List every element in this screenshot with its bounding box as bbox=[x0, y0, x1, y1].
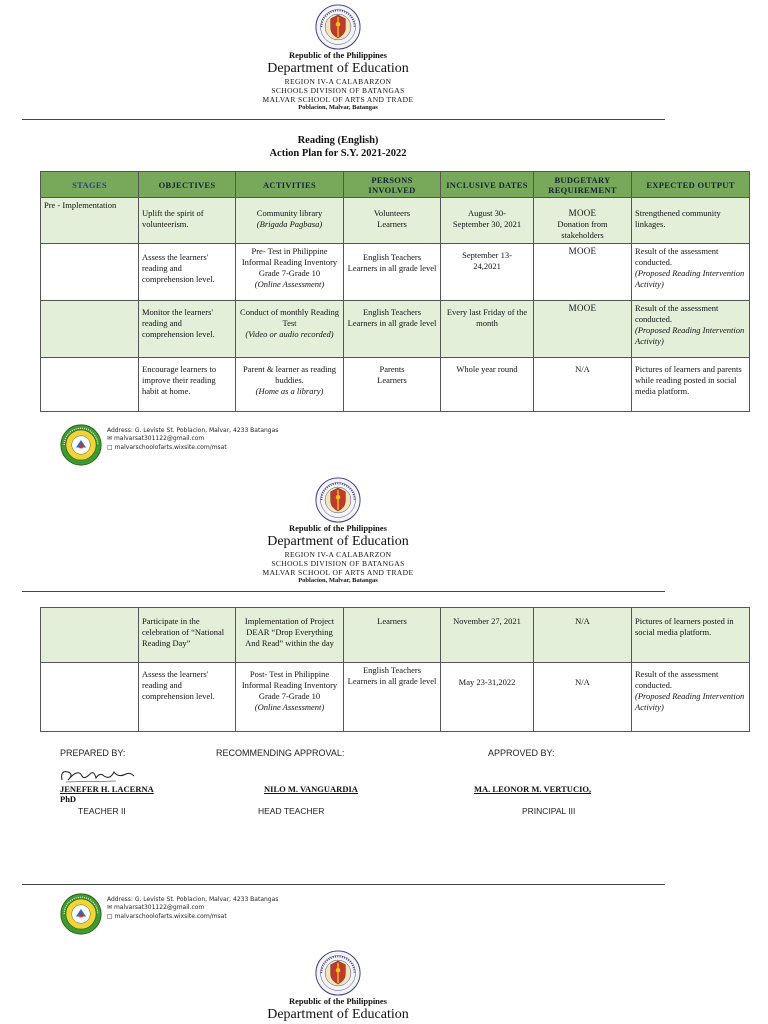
footer-web-row bbox=[107, 913, 278, 921]
deped-seal-icon bbox=[315, 4, 361, 50]
email-icon: ✉ bbox=[107, 435, 114, 443]
region-text: REGION IV-A CALABARZON bbox=[284, 77, 392, 86]
table-row bbox=[41, 663, 750, 732]
recommending-label: RECOMMENDING APPROVAL: bbox=[216, 748, 345, 758]
cell-activity: Implementation of Project DEAR “Drop Everything And Read” within the day bbox=[236, 608, 344, 663]
title-line-2: Action Plan for S.Y. 2021-2022 bbox=[269, 148, 407, 159]
cell-budget: N/A bbox=[534, 608, 632, 663]
activity-text: Pre- Test in Philippine Informal Reading Inventory Grade 7-Grade 10 bbox=[241, 246, 338, 278]
cell-budget bbox=[534, 301, 632, 358]
header-dates: INCLUSIVE DATES bbox=[441, 172, 534, 198]
activity-note: (Online Assessment) bbox=[254, 279, 325, 289]
school-seal-icon bbox=[60, 893, 102, 935]
letterhead bbox=[0, 50, 676, 112]
footer-address: Address: G. Leviste St. Poblacion, Malvar, 4233 Batangas bbox=[107, 896, 279, 903]
header-divider bbox=[22, 591, 665, 592]
republic-text: Republic of the Philippines bbox=[288, 50, 387, 60]
approved-name: MA. LEONOR M. VERTUCIO, bbox=[474, 784, 592, 794]
deped-seal-icon bbox=[315, 950, 361, 996]
approved-by-label: APPROVED BY: bbox=[488, 748, 555, 758]
recommending-position: HEAD TEACHER bbox=[258, 806, 325, 816]
activity-text: Conduct of monthly Reading Test bbox=[240, 307, 339, 328]
footer-contact bbox=[107, 427, 278, 452]
header-objectives: OBJECTIVES bbox=[139, 172, 236, 198]
output-note: (Proposed Reading Intervention Activity) bbox=[635, 268, 745, 289]
cell-output bbox=[632, 244, 750, 301]
cell-persons: Parents Learners bbox=[344, 358, 441, 412]
location-text: Poblacion, Malvar, Batangas bbox=[298, 104, 378, 111]
table-row bbox=[41, 358, 750, 412]
cell-output bbox=[632, 301, 750, 358]
table-row bbox=[41, 608, 750, 663]
cell-stage bbox=[41, 608, 139, 663]
action-plan-table bbox=[40, 171, 750, 412]
header-stages: STAGES bbox=[41, 172, 139, 198]
cell-budget bbox=[534, 244, 632, 301]
division-text: SCHOOLS DIVISION OF BATANGAS bbox=[271, 559, 405, 568]
budget-text: MOOE bbox=[568, 208, 597, 218]
prepared-by-label: PREPARED BY: bbox=[60, 748, 126, 758]
cell-dates: May 23-31,2022 bbox=[441, 663, 534, 732]
handwritten-signature bbox=[56, 766, 136, 786]
school-seal-icon bbox=[60, 424, 102, 466]
cell-dates: November 27, 2021 bbox=[441, 608, 534, 663]
school-text: MALVAR SCHOOL OF ARTS AND TRADE bbox=[262, 568, 414, 577]
cell-activity bbox=[236, 198, 344, 244]
cell-stage bbox=[41, 358, 139, 412]
republic-text: Republic of the Philippines bbox=[288, 996, 387, 1006]
cell-budget: N/A bbox=[534, 663, 632, 732]
output-note: (Proposed Reading Intervention Activity) bbox=[635, 691, 745, 712]
activity-note: (Brigada Pagbasa) bbox=[256, 219, 323, 229]
deped-seal-icon bbox=[315, 477, 361, 523]
footer-web-row bbox=[107, 444, 278, 452]
cell-objective: Participate in the celebration of “National Reading Day” bbox=[139, 608, 236, 663]
cell-activity bbox=[236, 358, 344, 412]
letterhead bbox=[0, 523, 676, 585]
cell-persons: English Teachers Learners in all grade level bbox=[344, 244, 441, 301]
table-row bbox=[41, 198, 750, 244]
table-row bbox=[41, 301, 750, 358]
cell-persons: Learners bbox=[344, 608, 441, 663]
footer-divider bbox=[22, 884, 665, 885]
letterhead bbox=[0, 996, 676, 1023]
cell-stage bbox=[41, 244, 139, 301]
table-header-row bbox=[41, 172, 750, 198]
cell-objective: Encourage learners to improve their reading habit at home. bbox=[139, 358, 236, 412]
cell-output: Pictures of learners posted in social media platform. bbox=[632, 608, 750, 663]
header-activities: ACTIVITIES bbox=[236, 172, 344, 198]
action-plan-table-continued bbox=[40, 607, 750, 732]
web-icon: □ bbox=[107, 443, 115, 451]
output-text: Result of the assessment conducted. bbox=[635, 246, 719, 267]
location-text: Poblacion, Malvar, Batangas bbox=[298, 577, 378, 584]
department-title: Department of Education bbox=[267, 61, 409, 76]
email-icon: ✉ bbox=[107, 904, 114, 912]
prepared-name: JENEFER H. LACERNA bbox=[60, 784, 154, 794]
cell-persons: Volunteers Learners bbox=[344, 198, 441, 244]
budget-text: N/A bbox=[575, 364, 590, 374]
cell-objective: Assess the learners' reading and comprehension level. bbox=[139, 663, 236, 732]
recommending-name: NILO M. VANGUARDIA bbox=[264, 784, 358, 794]
cell-stage bbox=[41, 663, 139, 732]
footer-website[interactable]: malvarschoolofarts.wixsite.com/msat bbox=[114, 912, 227, 920]
cell-output: Strengthened community linkages. bbox=[632, 198, 750, 244]
footer-address: Address: G. Leviste St. Poblacion, Malvar, 4233 Batangas bbox=[107, 427, 279, 434]
cell-output: Pictures of learners and parents while reading posted in social media platform. bbox=[632, 358, 750, 412]
cell-objective: Uplift the spirit of volunteerism. bbox=[139, 198, 236, 244]
footer-email-row bbox=[107, 435, 278, 443]
web-icon: □ bbox=[107, 912, 115, 920]
cell-activity bbox=[236, 244, 344, 301]
footer-email[interactable]: malvarsat301122@gmail.com bbox=[113, 435, 205, 443]
cell-dates: Whole year round bbox=[441, 358, 534, 412]
activity-note: (Video or audio recorded) bbox=[245, 329, 334, 339]
republic-text: Republic of the Philippines bbox=[288, 523, 387, 533]
region-text: REGION IV-A CALABARZON bbox=[284, 550, 392, 559]
school-text: MALVAR SCHOOL OF ARTS AND TRADE bbox=[262, 95, 414, 104]
cell-dates: September 13- 24,2021 bbox=[441, 244, 534, 301]
activity-text: Parent & learner as reading buddies. bbox=[243, 364, 336, 385]
budget-text: MOOE bbox=[568, 303, 597, 313]
cell-budget bbox=[534, 198, 632, 244]
activity-note: (Home as a library) bbox=[255, 386, 324, 396]
header-persons: PERSONS INVOLVED bbox=[344, 172, 441, 198]
table-row bbox=[41, 244, 750, 301]
cell-objective: Monitor the learners' reading and comprehension level. bbox=[139, 301, 236, 358]
cell-budget bbox=[534, 358, 632, 412]
cell-activity bbox=[236, 663, 344, 732]
output-text: Result of the assessment conducted. bbox=[635, 303, 719, 324]
footer-email-row bbox=[107, 904, 278, 912]
activity-note: (Online Assessment) bbox=[254, 702, 325, 712]
cell-dates: Every last Friday of the month bbox=[441, 301, 534, 358]
cell-stage: Pre - Implementation bbox=[41, 198, 139, 244]
approved-position: PRINCIPAL III bbox=[522, 806, 576, 816]
footer-contact bbox=[107, 896, 278, 921]
cell-objective: Assess the learners' reading and comprehension level. bbox=[139, 244, 236, 301]
title-line-1: Reading (English) bbox=[297, 135, 379, 146]
prepared-suffix: PhD bbox=[60, 794, 77, 804]
cell-dates: August 30- September 30, 2021 bbox=[441, 198, 534, 244]
cell-activity bbox=[236, 301, 344, 358]
cell-output bbox=[632, 663, 750, 732]
prepared-position: TEACHER II bbox=[78, 806, 126, 816]
budget-note: Donation from stakeholders bbox=[557, 219, 608, 240]
activity-text: Community library bbox=[256, 208, 323, 218]
cell-persons: English Teachers Learners in all grade level bbox=[344, 663, 441, 732]
cell-stage bbox=[41, 301, 139, 358]
footer-email[interactable]: malvarsat301122@gmail.com bbox=[113, 904, 205, 912]
header-budget: BUDGETARY REQUIREMENT bbox=[534, 172, 632, 198]
header-divider bbox=[22, 119, 665, 120]
department-title: Department of Education bbox=[267, 1007, 409, 1022]
document-title bbox=[0, 134, 676, 160]
cell-persons: English Teachers Learners in all grade level bbox=[344, 301, 441, 358]
output-text: Result of the assessment conducted. bbox=[635, 669, 719, 690]
header-output: EXPECTED OUTPUT bbox=[632, 172, 750, 198]
activity-text: Post- Test in Philippine Informal Reading Inventory Grade 7-Grade 10 bbox=[241, 669, 338, 701]
department-title: Department of Education bbox=[267, 534, 409, 549]
budget-text: MOOE bbox=[568, 246, 597, 256]
footer-website[interactable]: malvarschoolofarts.wixsite.com/msat bbox=[114, 443, 227, 451]
output-note: (Proposed Reading Intervention Activity) bbox=[635, 325, 745, 346]
division-text: SCHOOLS DIVISION OF BATANGAS bbox=[271, 86, 405, 95]
